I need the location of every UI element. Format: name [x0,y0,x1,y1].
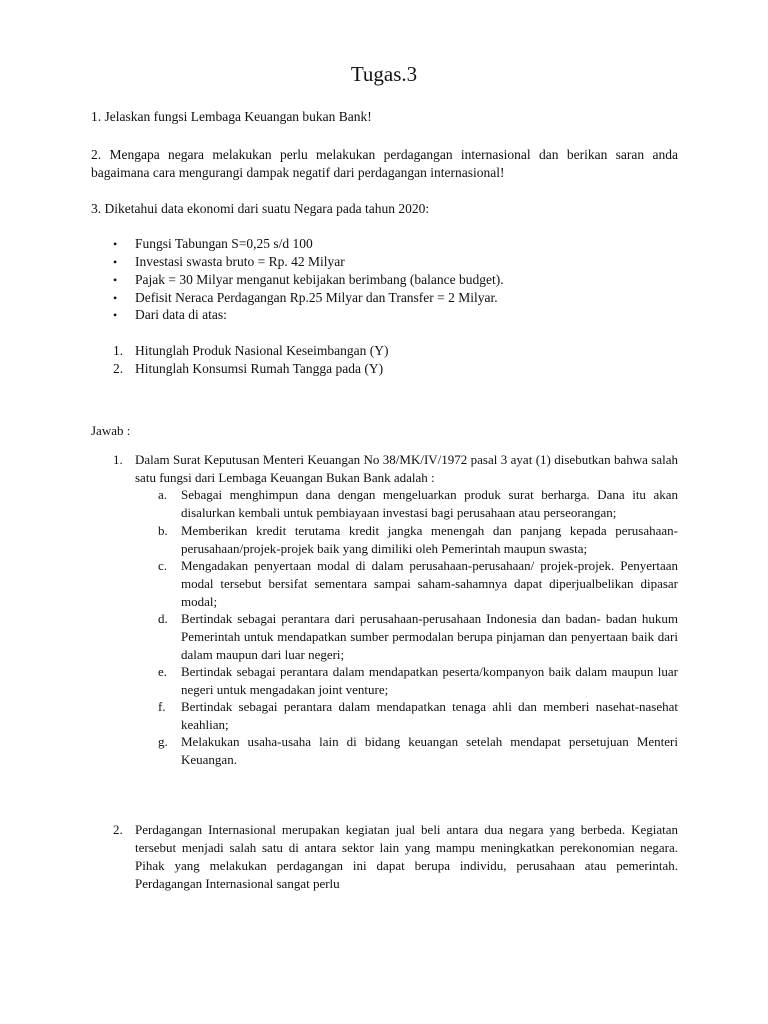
question-2: 2. Mengapa negara melakukan perlu melakukan perdagangan internasional dan berikan saran anda bagaimana cara mengurangi dampak negatif dari perdagangan internasional! [91,147,678,180]
question-1: 1. Jelaskan fungsi Lembaga Keuangan bukan Bank! [91,109,372,124]
answer-1-number: 1. [113,452,123,467]
answer-1-item-label: f. [158,699,166,714]
answer-1-intro: Dalam Surat Keputusan Menteri Keuangan No 38/MK/IV/1972 pasal 3 ayat (1) disebutkan bahwa salah satu fungsi dari Lembaga Keuangan Bukan Bank adalah : [135,452,678,485]
answer-2-number: 2. [113,822,123,837]
answer-1-item-label: a. [158,487,168,502]
answer-1-item: Sebagai menghimpun dana dengan mengeluarkan produk surat berharga. Dana itu akan disalurkan kembali untuk pembiayaan investasi bagi perusahaan atau perseorangan; [181,487,678,520]
bullet-icon: • [113,237,118,251]
bullet-icon: • [113,291,118,305]
answer-1-item: Melakukan usaha-usaha lain di bidang keuangan setelah mendapat persetujuan Menteri Keuangan. [181,734,678,767]
answer-1-item: Bertindak sebagai perantara dalam mendapatkan peserta/kompanyon baik dalam maupun luar negeri untuk mengadakan joint venture; [181,664,678,697]
answer-1-item-label: e. [158,664,168,679]
answer-2-text: Perdagangan Internasional merupakan kegiatan jual beli antara dua negara yang berbeda. Kegiatan tersebut menjadi salah satu di antara sektor lain yang mampu meningkatkan perekonomian negara. Pihak yang melakukan perdagangan ini dapat berupa individu, perusahaan atau pemerintah. Perdagangan Internasional sangat perlu [135,822,678,891]
answer-1-item-label: c. [158,558,168,573]
page-title: Tugas.3 [350,62,418,86]
answer-1-item: Bertindak sebagai perantara dari perusahaan-perusahaan Indonesia dan badan- badan hukum Pemerintah untuk mendapatkan sumber permodalan berupa pinjaman dan penyertaan baik dari dalam maupun dari luar negeri; [181,611,678,662]
answer-1-item-label: g. [158,734,168,749]
answer-1-item: Mengadakan penyertaan modal di dalam perusahaan-perusahaan/ projek-projek. Penyertaan modal tersebut bersifat sementara sampai saham-sahamnya dapat diperjualbelikan dipasar modal; [181,558,678,609]
bullet-icon: • [113,308,118,322]
answer-heading: Jawab : [91,423,131,438]
answer-1-item-label: b. [158,523,168,538]
document-page: Tugas.3 1. Jelaskan fungsi Lembaga Keuangan bukan Bank! 2. Mengapa negara melakukan perlu melakukan perdagangan internasional dan berikan saran anda bagaimana cara mengurangi dampak negatif dari perdagangan internasional! 3. Diketahui data ekonomi dari suatu Negara pada tahun 2020: • Fungsi Tabungan S=0,25 s/d 100 • Investasi swasta bruto = Rp. 42 Milyar • Pajak = 30 Milyar menganut kebijakan berimbang (balance budget). • Defisit Neraca Perdagangan Rp.25 Milyar dan Transfer = 2 Milyar. • Dari data di atas: 1. Hitunglah Produk Nasional Keseimbangan (Y) 2. Hitunglah Konsumsi Rumah Tangga pada (Y) Jawab : 1. Dalam Surat Keputusan Menteri Keuangan No 38/MK/IV/1972 pasal 3 ayat (1) disebutkan bahwa salah satu fungsi dari Lembaga Keuangan Bukan Bank adalah : a. Sebagai menghimpun dana dengan mengeluarkan produk surat berharga. Dana itu akan disalurkan kembali untuk pembiayaan investasi bagi perusahaan atau perseorangan; b. Memberikan kredit terutama kredit jangka menengah dan panjang kepada perusahaan-perusahaan/projek-projek baik yang dimiliki oleh Pemerintah maupun swasta; c. Mengadakan penyertaan modal di dalam perusahaan-perusahaan/ projek-projek. Penyertaan modal tersebut bersifat sementara sampai saham-sahamnya dapat diperjualbelikan dipasar modal; d. Bertindak sebagai perantara dari perusahaan-perusahaan Indonesia dan badan- badan hukum Pemerintah untuk mendapatkan sumber permodalan berupa pinjaman dan penyertaan baik dari dalam maupun dari luar negeri; e. Bertindak sebagai perantara dalam mendapatkan peserta/kompanyon baik dalam maupun luar negeri untuk mengadakan joint venture; f. Bertindak sebagai perantara dalam mendapatkan tenaga ahli dan memberi nasehat-nasehat keahlian; g. Melakukan usaha-usaha lain di bidang keuangan setelah mendapat persetujuan Menteri Keuangan. 2. Perdagangan Internasional merupakan kegiatan jual beli antara dua negara yang berbeda. Kegiatan tersebut menjadi salah satu di antara sektor lain yang mampu meningkatkan perekonomian negara. Pihak yang melakukan perdagangan ini dapat berupa individu, perusahaan atau pemerintah. Perdagangan Internasional sangat perlu [0,0,768,1024]
answer-1-item: Bertindak sebagai perantara dalam mendapatkan tenaga ahli dan memberi nasehat-nasehat keahlian; [181,699,678,732]
bullet-icon: • [113,255,118,269]
question-3: 3. Diketahui data ekonomi dari suatu Negara pada tahun 2020: [91,201,430,216]
answer-1-item-label: d. [158,611,168,626]
bullet-icon: • [113,273,118,287]
answer-1-item: Memberikan kredit terutama kredit jangka menengah dan panjang kepada perusahaan-perusahaan/projek-projek baik yang dimiliki oleh Pemerintah maupun swasta; [181,523,678,556]
